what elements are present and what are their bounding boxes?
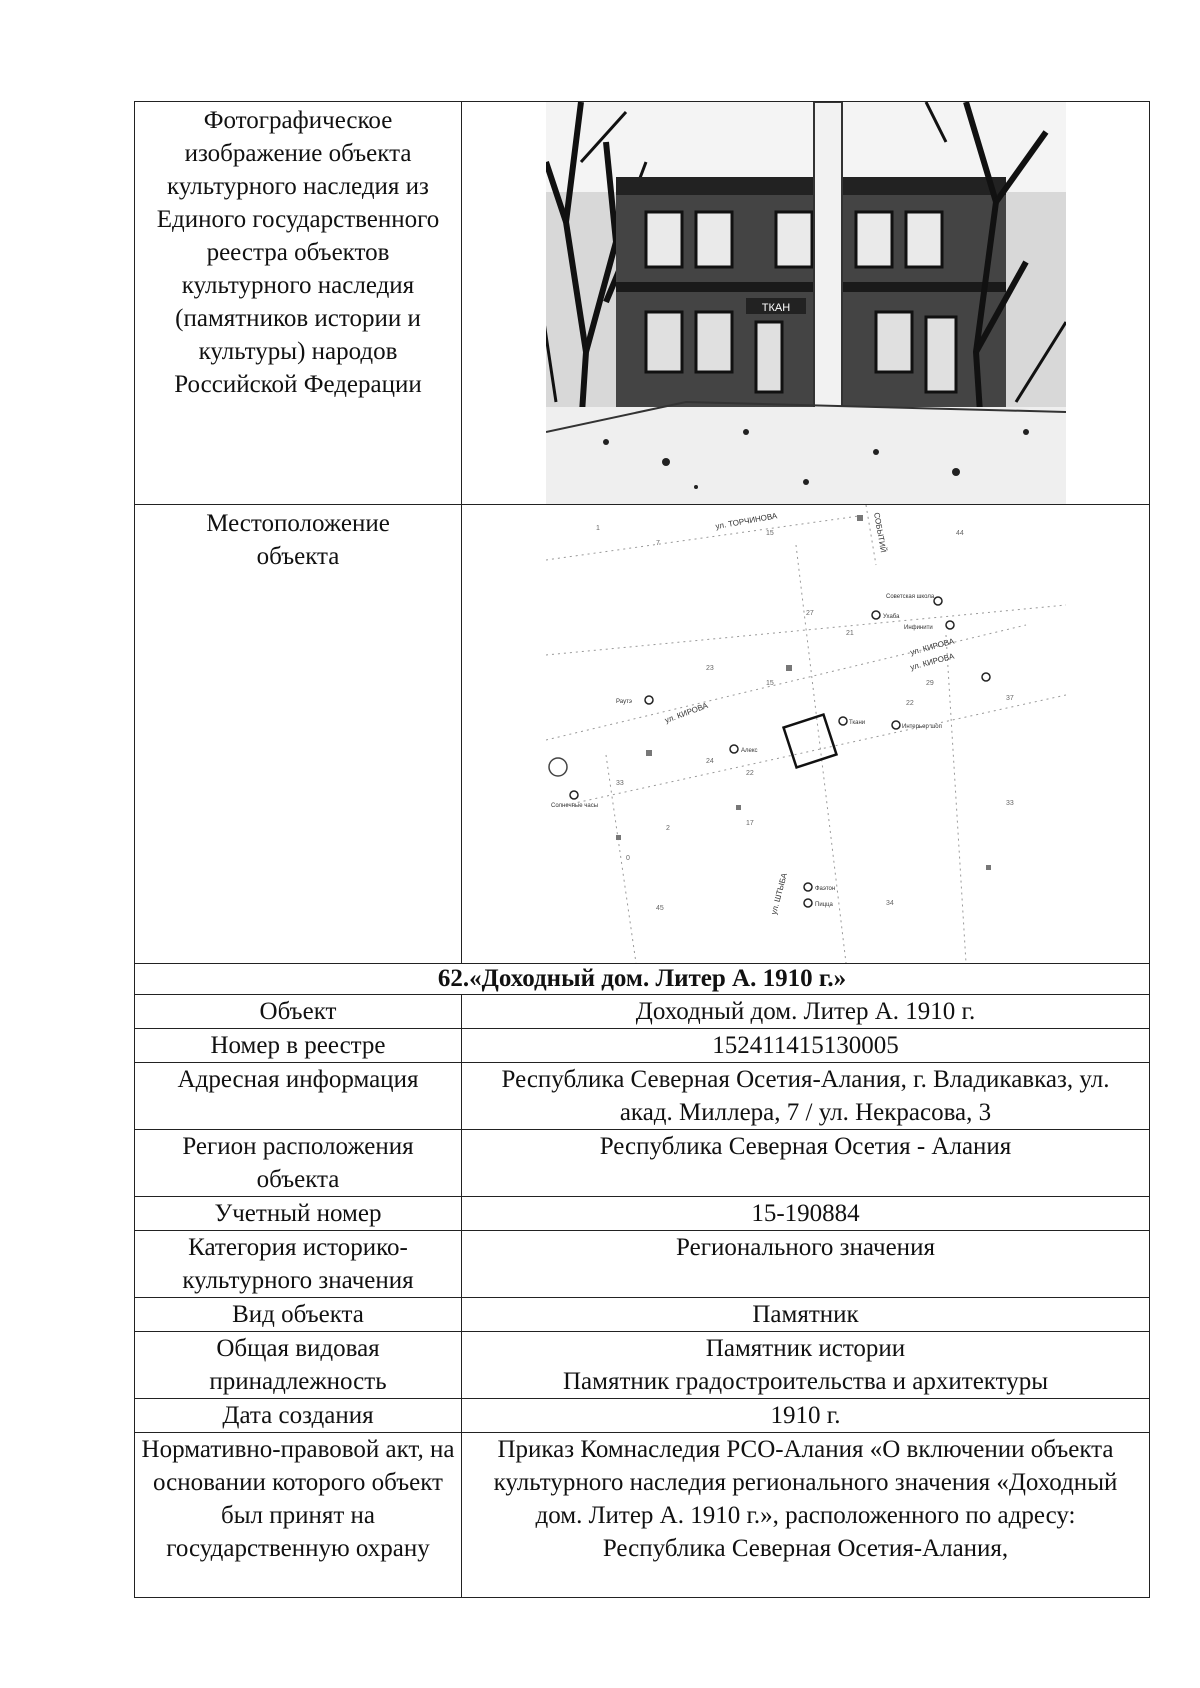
field-label: Учетный номер [135, 1197, 462, 1231]
field-label: Вид объекта [135, 1298, 462, 1332]
field-value: Доходный дом. Литер А. 1910 г. [462, 995, 1150, 1029]
field-label: Регион расположения объекта [135, 1130, 462, 1197]
field-label: Категория историко-культурного значения [135, 1231, 462, 1298]
field-label: Дата создания [135, 1399, 462, 1433]
field-value-line-1: Памятник истории [705, 1335, 906, 1362]
table-row [135, 1433, 1150, 1598]
table-row [135, 1298, 1150, 1332]
svg-text:27: 27 [805, 610, 814, 617]
svg-text:33: 33 [1005, 800, 1014, 807]
svg-text:45: 45 [655, 905, 664, 912]
table-row [135, 995, 1150, 1029]
heritage-object-table [134, 101, 1150, 1598]
field-value: 152411415130005 [462, 1029, 1150, 1063]
svg-text:17: 17 [745, 820, 754, 827]
table-row [135, 1399, 1150, 1433]
table-row [135, 1063, 1150, 1130]
location-row [135, 505, 1150, 964]
svg-text:24: 24 [705, 758, 714, 765]
map-poi-4: Алекс [740, 748, 758, 754]
table-row [135, 1029, 1150, 1063]
photo-cell [462, 102, 1150, 505]
map-poi-7: Интерьер шоп [901, 724, 942, 730]
map-poi-3: Инфинити [903, 625, 933, 631]
object-title-row [135, 964, 1150, 995]
map-poi-6: Ткани [848, 720, 865, 726]
svg-text:0: 0 [625, 855, 630, 862]
svg-text:22: 22 [745, 770, 754, 777]
object-title: 62.«Доходный дом. Литер А. 1910 г.» [135, 964, 1150, 995]
field-value: 1910 г. [462, 1399, 1150, 1433]
map-street-kirova-3: ул. КИРОВА [663, 700, 709, 725]
field-label: Нормативно-правовой акт, на основании которого объект был принят на государственную охрану [135, 1433, 462, 1598]
map-street-bottom: ул. ШТЫБА [768, 871, 789, 916]
svg-text:29: 29 [925, 680, 934, 687]
photo-label [135, 102, 462, 505]
svg-text:15: 15 [765, 530, 774, 537]
map-street-kirova-2: ул. КИРОВА [908, 651, 955, 672]
table-row [135, 1197, 1150, 1231]
field-value: Республика Северная Осетия-Алания, г. Владикавказ, ул. акад. Миллера, 7 / ул. Некрасова, 3 [462, 1063, 1150, 1130]
field-label: Общая видовая принадлежность [135, 1332, 462, 1399]
map-poi-10: Пицца [814, 902, 833, 908]
field-value: Республика Северная Осетия - Алания [462, 1130, 1150, 1197]
field-label: Адресная информация [135, 1063, 462, 1130]
map-poi-1: Советская школа [885, 594, 934, 600]
field-value: Приказ Комнаследия РСО-Алания «О включении объекта культурного наследия регионального значения «Доходный дом. Литер А. 1910 г.», расположенного по адресу: Республика Северная Осетия-Алания, [462, 1433, 1150, 1598]
field-value-multi [462, 1332, 1150, 1399]
field-value-line-2: Памятник градостроительства и архитектуры [562, 1368, 1049, 1395]
map-street-top: ул. ТОРЧИНОВА [714, 511, 778, 531]
shop-sign-text: ТКАН [761, 302, 790, 314]
field-label: Номер в реестре [135, 1029, 462, 1063]
field-value: Памятник [462, 1298, 1150, 1332]
map-poi-8: Раутэ [615, 699, 632, 705]
map-cell [462, 505, 1150, 964]
svg-text:7: 7 [655, 540, 660, 547]
photo-label-text: Фотографическое изображение объекта культурного наследия из Единого государственного реестра объектов культурного наследия (памятников истории и культуры) народов Российской Федерации [156, 107, 440, 398]
svg-text:37: 37 [1005, 695, 1014, 702]
table-row [135, 1130, 1150, 1197]
table-row [135, 1231, 1150, 1298]
building-photo [546, 102, 1066, 504]
field-label: Объект [135, 995, 462, 1029]
map-street-kirova-1: ул. КИРОВА [908, 636, 955, 657]
svg-text:2: 2 [665, 825, 670, 832]
svg-text:34: 34 [885, 900, 894, 907]
map-poi-9: Фаэтон [814, 886, 835, 892]
svg-text:21: 21 [845, 630, 854, 637]
location-label-text: Местоположение объекта [206, 510, 390, 570]
map-street-side: СОБЫТИЙ [871, 511, 888, 554]
table-row [135, 1332, 1150, 1399]
location-map [546, 505, 1066, 963]
photo-row [135, 102, 1150, 505]
map-poi-5: Солнечные часы [550, 803, 598, 809]
svg-text:23: 23 [705, 665, 714, 672]
svg-text:22: 22 [905, 700, 914, 707]
svg-text:15: 15 [765, 680, 774, 687]
location-label [135, 505, 462, 964]
map-poi-2: Ухаба [882, 614, 899, 620]
svg-text:1: 1 [595, 525, 600, 532]
svg-text:44: 44 [955, 530, 964, 537]
field-value: Регионального значения [462, 1231, 1150, 1298]
svg-text:33: 33 [615, 780, 624, 787]
field-value: 15-190884 [462, 1197, 1150, 1231]
